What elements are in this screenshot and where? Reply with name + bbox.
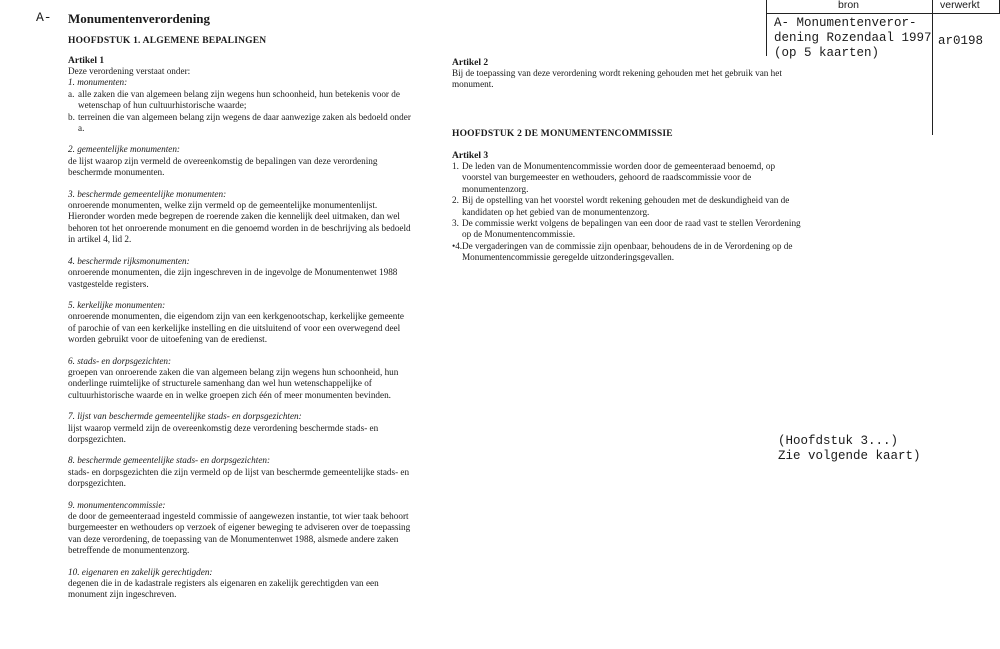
subitem-text: alle zaken die van algemeen belang zijn wegens hun schoonheid, hun betekenis voor de wetenschap of hun cultuurhistorische waarde;: [78, 88, 400, 111]
continuation-note: [778, 434, 921, 464]
definition-text: onroerende monumenten, die eigendom zijn van een kerkgenootschap, kerkelijke gemeente of parochie of van een kerkelijke instelling en die uitsluitend of voor een overwegend deel worden gebruikt voor de uitoefening van de eredienst.: [68, 311, 404, 345]
artikel-1: [68, 56, 413, 601]
chapter-1-heading: HOOFDSTUK 1. ALGEMENE BEPALINGEN: [68, 36, 267, 46]
artikel-3-item: [452, 195, 802, 218]
source-line: dening Rozendaal 1997: [774, 31, 932, 45]
note-line: (Hoofdstuk 3...): [778, 434, 899, 448]
item-text: De leden van de Monumentencommissie worden door de gemeenteraad benoemd, op voorstel van burgemeester en wethouders, gehoord de raadscommissie voor de monumentenzorg.: [462, 161, 776, 194]
note-line: Zie volgende kaart): [778, 449, 921, 463]
artikel-3: [452, 151, 802, 264]
bron-label: bron: [838, 0, 860, 11]
card-letter: A-: [36, 10, 52, 25]
item-text: Bij de opstelling van het voorstel wordt rekening gehouden met de deskundigheid van de kandidaten op het gebied van de monumentenzorg.: [462, 195, 790, 217]
subitem-key: b.: [68, 111, 75, 122]
definition-term: 5. kerkelijke monumenten:: [68, 299, 166, 310]
item-number: 1.: [452, 161, 459, 171]
definition-text: stads- en dorpsgezichten die zijn vermeld op de lijst van beschermde gemeentelijke stads- en dorpsgezichten.: [68, 466, 410, 489]
document-title: Monumentenverordening: [68, 11, 211, 26]
artikel-3-item: [452, 241, 802, 264]
artikel-2: [452, 58, 792, 91]
artikel-3-heading: Artikel 3: [452, 151, 489, 161]
definition-text: lijst waarop vermeld zijn de overeenkomstig deze verordening beschermde stads- en dorpsgezichten.: [68, 422, 379, 444]
definition-text: onroerende monumenten, die zijn ingeschreven in de ingevolge de Monumentenwet 1988 vastgestelde registers.: [68, 267, 398, 289]
index-card-header: [766, 0, 1000, 135]
artikel-2-text: Bij de toepassing van deze verordening wordt rekening gehouden met het gebruik van het monument.: [452, 68, 782, 90]
definition-term: 9. monumentencommissie:: [68, 499, 166, 510]
definition-text: degenen die in de kadastrale registers als eigenaren en zakelijk gerechtigden van een monument zijn ingeschreven.: [68, 578, 379, 600]
chapter-2-heading: HOOFDSTUK 2 DE MONUMENTENCOMMISSIE: [452, 129, 673, 139]
definition-subitem: [68, 89, 413, 112]
source-text: [774, 16, 934, 61]
definition-term: 3. beschermde gemeentelijke monumenten:: [68, 188, 227, 199]
definition-term: 10. eigenaren en zakelijk gerechtigden:: [68, 566, 213, 577]
item-text: De commissie werkt volgens de bepalingen van een door de raad vast te stellen Verordening op de Monumentencommissie.: [462, 218, 801, 240]
archive-code: ar0198: [938, 34, 984, 48]
artikel-2-heading: Artikel 2: [452, 58, 489, 68]
definition-text: de door de gemeenteraad ingesteld commissie of aangewezen instantie, tot wier taak behoort burgemeester en wethouders op verzoek of eigener beweging te adviseren over de toepassing van deze verordening, de toepassing van de Monumentenwet 1988, alsmede andere zaken betreffende de monumentenzorg.: [68, 511, 411, 556]
item-number: •4.: [452, 240, 463, 251]
source-line: (op 5 kaarten): [774, 46, 880, 60]
artikel-1-intro: Deze verordening verstaat onder:: [68, 66, 191, 76]
definition-text: groepen van onroerende zaken die van algemeen belang zijn wegens hun schoonheid, hun onderlinge ruimtelijke of structurele samenhang dan wel hun wetenschappelijke of cultuurhistorische waarde en in welke groepen zich één of meer monumenten bevinden.: [68, 366, 399, 400]
definition-text: onroerende monumenten, welke zijn vermeld op de gemeentelijke monumentenlijst. Hieronder worden mede begrepen de roerende zaken die kennelijk deel uitmaken, dan wel behoren tot het onroerende monument en die genoemd worden in de beschrijving als bedoeld in artikel 4, lid 2.: [68, 200, 411, 245]
item-number: 3.: [452, 218, 459, 229]
artikel-3-item: [452, 161, 802, 195]
definition-term: 2. gemeentelijke monumenten:: [68, 144, 180, 155]
source-line: A- Monumentenveror-: [774, 16, 917, 30]
subitem-text: terreinen die van algemeen belang zijn wegens de daar aanwezige zaken als bedoeld onder a.: [78, 111, 411, 134]
definition-subitem: [68, 112, 413, 135]
definition-term: 4. beschermde rijksmonumenten:: [68, 255, 190, 266]
item-text: De vergaderingen van de commissie zijn openbaar, behoudens de in de Verordening op de Monumentencommissie geregelde uitzonderingsgevallen.: [462, 240, 793, 263]
subitem-key: a.: [68, 88, 75, 99]
definition-term: 7. lijst van beschermde gemeentelijke stads- en dorpsgezichten:: [68, 411, 302, 422]
verwerkt-label: verwerkt: [940, 0, 980, 11]
artikel-3-item: [452, 218, 802, 241]
definition-term: 6. stads- en dorpsgezichten:: [68, 355, 172, 366]
definition-term: 8. beschermde gemeentelijke stads- en dorpsgezichten:: [68, 455, 271, 466]
definition-text: de lijst waarop zijn vermeld de overeenkomstig de bepalingen van deze verordening beschermde monumenten.: [68, 155, 378, 178]
card-divider-left: [766, 0, 767, 56]
item-number: 2.: [452, 195, 459, 206]
definition-term: 1. monumenten:: [68, 77, 128, 88]
artikel-1-heading: Artikel 1: [68, 56, 105, 66]
